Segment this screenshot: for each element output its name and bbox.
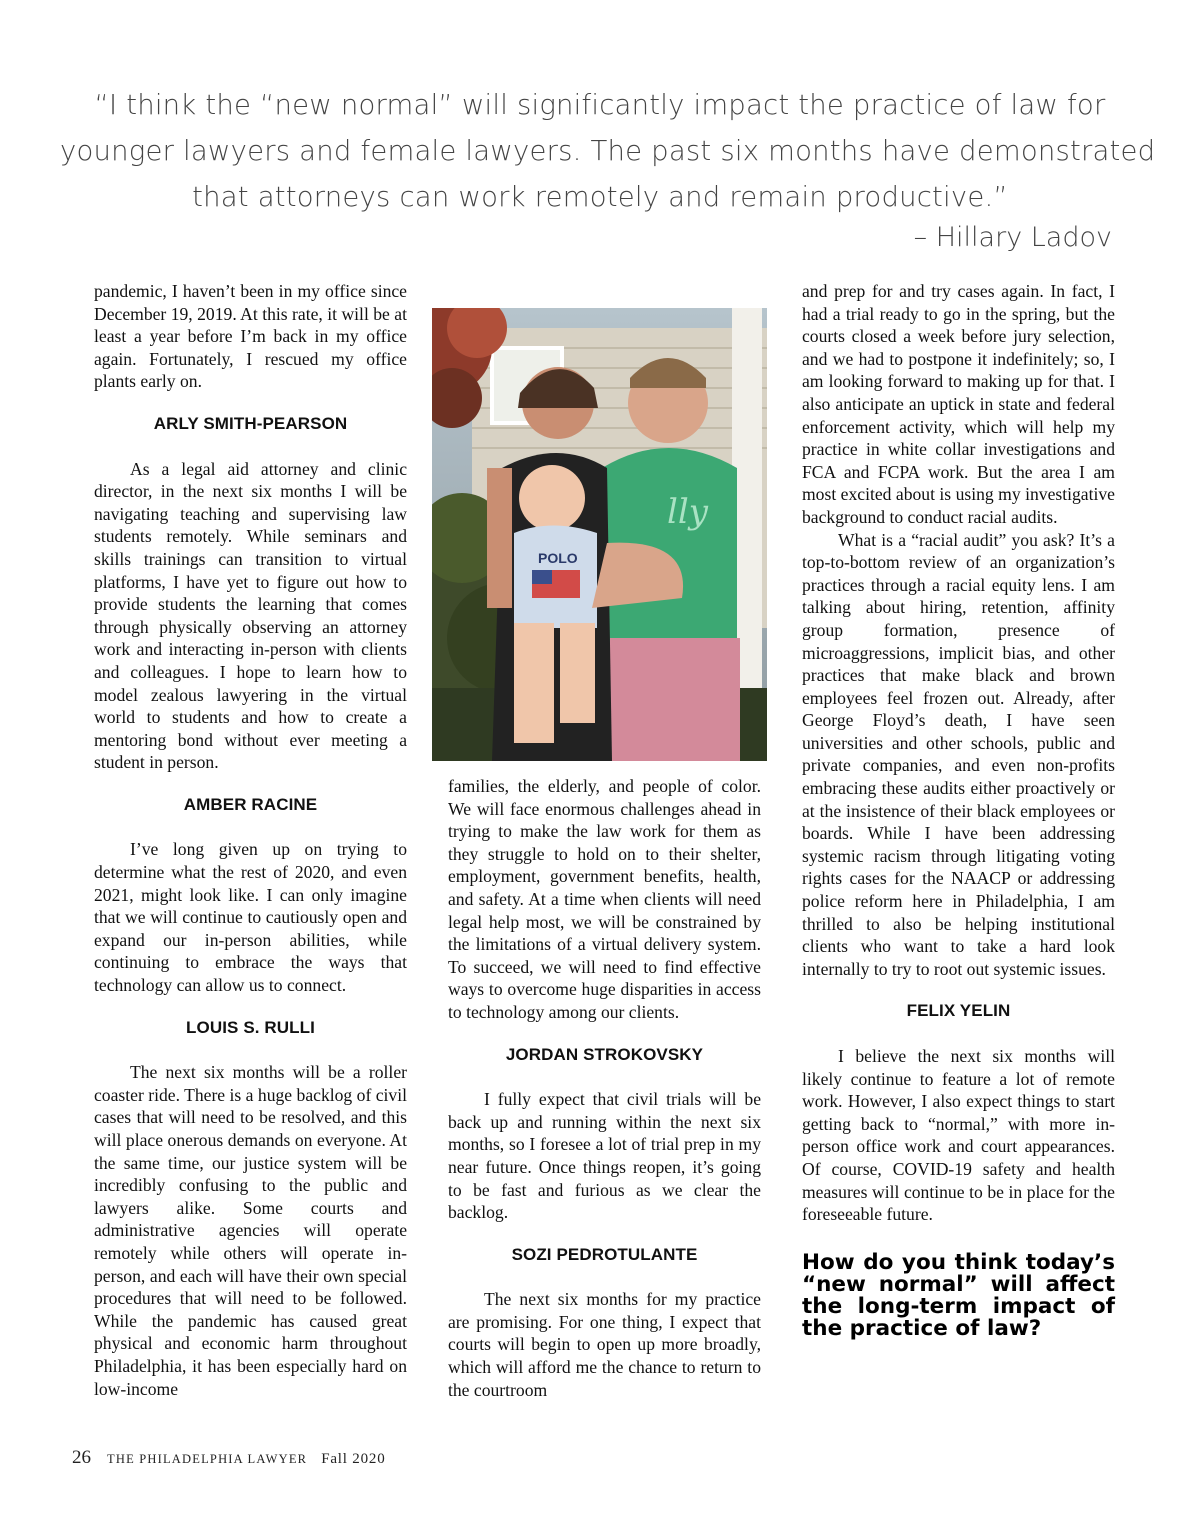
article-paragraph: I believe the next six months will likely continue to feature a lot of remote work. However, I also expect things to start getting back to “normal,” with more in-person office work and court appearances. Of course, COVID-19 safety and health measures will continue to be in place for the foreseeable future. [802,1046,1115,1225]
page-number: 26 [72,1447,91,1468]
article-paragraph: What is a “racial audit” you ask? It’s a top-to-bottom review of an organization’s practices through a racial equity lens. I am talking about hiring, retention, affinity group formation, presence of microaggressions, implicit bias, and other practices that make black and brown employees feel frozen out. Already, after George Floyd’s death, I have seen universities and other schools, public and private companies, and even non-profits embracing these audits either proactively or at the insistence of their black employees or boards. While I have been addressing systemic racism through litigating voting rights cases for the NAACP or addressing police reform here in Philadelphia, I am thrilled to also be helping institutional clients who want to take a hard look internally to try to root out systemic issues. [802,529,1115,979]
article-paragraph: families, the elderly, and people of color. We will face enormous challenges ahead in trying to make the law work for them as they struggle to hold on to their shelter, employment, government benefits, health, and safety. At a time when clients will need legal help most, we will be constrained by the limitations of a virtual delivery system. To succeed, we will need to find effective ways to overcome huge disparities in access to technology among our clients. [448,776,761,1022]
section-question-heading: How do you think today’s “new normal” will affect the long-term impact of the practice of law? [802,1249,1115,1341]
contributor-heading: LOUIS S. RULLI [186,1017,315,1037]
pull-quote-line: “I think the “new normal” will significantly impact the practice of law for [94,89,1106,121]
contributor-heading: SOZI PEDROTULANTE [511,1244,698,1264]
column-right [802,280,1115,1340]
article-paragraph: I’ve long given up on trying to determine what the rest of 2020, and even 2021, might look like. I can only imagine that we will continue to cautiously open and expand our in-person abilities, while continuing to embrace the ways that technology can allow us to connect. [94,839,407,996]
pull-quote-attribution: – Hillary Ladov [913,222,1112,253]
article-paragraph: I fully expect that civil trials will be back up and running within the next six months, so I foresee a lot of trial prep in my near future. Once things reopen, it’s going to be fast and furious as we clear the backlog. [448,1089,761,1223]
magazine-name: THE PHILADELPHIA LAWYER [107,1452,308,1466]
article-paragraph: pandemic, I haven’t been in my office since December 19, 2019. At this rate, it will be at least a year before I’m back in my office again. Fortunately, I rescued my office plants early on. [94,281,407,392]
contributor-heading: ARLY SMITH-PEARSON [153,413,348,433]
pull-quote-line: younger lawyers and female lawyers. The past six months have demonstrated [60,135,1156,167]
article-paragraph: and prep for and try cases again. In fact, I had a trial ready to go in the spring, but the courts closed a week before jury selection, and we had to postpone it indefinitely; so, I am looking forward to making up for that. I also anticipate an uptick in state and federal enforcement activity, which will help my practice in white collar investigations and FCA and FCPA work. But the area I am most excited about is using my investigative background to conduct racial audits. [802,281,1115,527]
column-middle [448,775,761,1401]
romper-text: POLO [538,550,578,566]
contributor-heading: AMBER RACINE [183,794,318,814]
article-paragraph: As a legal aid attorney and clinic director, in the next six months I will be navigating teaching and supervising law students remotely. While seminars and skills trainings can transition to virtual platforms, I have yet to figure out how to provide students the learning that comes through physically observing an attorney work and interacting in-person with clients and colleagues. I hope to learn how to model zealous lawyering in the virtual world to students and how to create a mentoring bond without ever meeting a student in person. [94,458,407,773]
contributor-heading: JORDAN STROKOVSKY [505,1044,704,1064]
article-paragraph: The next six months for my practice are promising. For one thing, I expect that courts will begin to open up more broadly, which will afford me the chance to return to the courtroom [448,1289,761,1400]
pull-quote-line: that attorneys can work remotely and remain productive.” [192,181,1008,213]
issue-label: Fall 2020 [321,1451,386,1467]
contributor-heading: FELIX YELIN [906,1001,1011,1021]
column-left [94,280,407,1400]
family-photo [432,308,767,761]
shirt-text: lly [667,492,708,532]
pull-quote [60,82,1156,220]
article-paragraph: The next six months will be a roller coaster ride. There is a huge backlog of civil cases that will need to be resolved, and this will place onerous demands on everyone. At the same time, our justice system will be incredibly confusing to the public and lawyers alike. Some courts and administrative agencies will operate remotely while others will operate in-person, and each will have their own special procedures that will need to be followed. While the pandemic has caused great physical and economic harm throughout Philadelphia, it has been especially hard on low-income [94,1062,407,1399]
page-footer [72,1447,386,1469]
